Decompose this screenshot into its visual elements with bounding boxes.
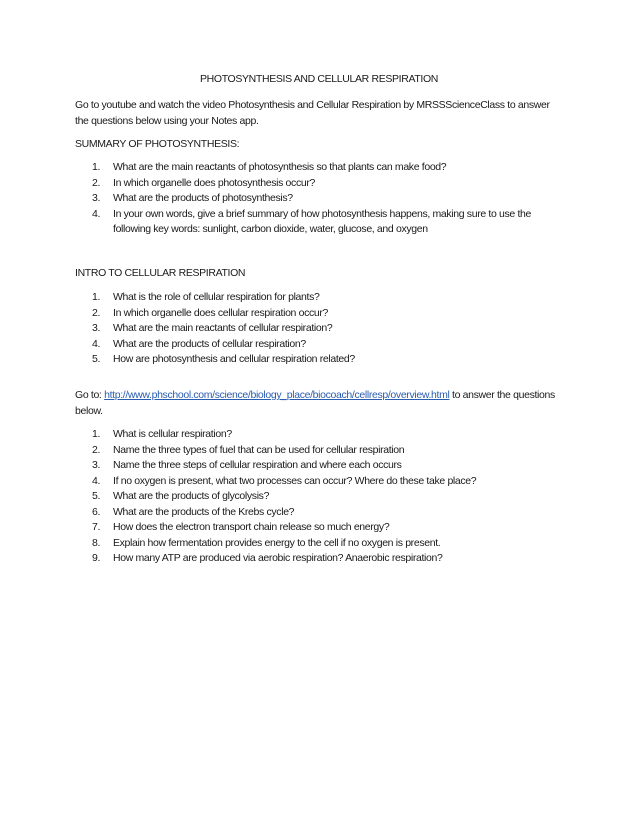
overview-link[interactable]: http://www.phschool.com/science/biology_place/biocoach/cellresp/overview.html [104,389,450,401]
list-item: 1. What are the main reactants of photosynthesis so that plants can make food? [92,161,447,173]
list-item: 3. Name the three steps of cellular respiration and where each occurs [92,459,402,471]
list-item: 8. Explain how fermentation provides energy to the cell if no oxygen is present. [92,536,441,549]
list-item: 2. Name the three types of fuel that can be used for cellular respiration [92,443,405,456]
section-heading-photosynthesis: SUMMARY OF PHOTOSYNTHESIS: [75,138,240,150]
intro-paragraph: Go to youtube and watch the video Photosynthesis and Cellular Respiration by MRSSScienceClass to answer the questions below using your Notes app. [75,99,550,127]
website-question-list [75,427,545,567]
list-item: 4. In your own words, give a brief summary of how photosynthesis happens, making sure to use the following key words: sunlight, carbon dioxide, water, glucose, and oxygen [92,207,532,235]
website-instructions: Go to: http://www.phschool.com/science/biology_place/biocoach/cellresp/overview.html to answer the questions below. [75,389,555,417]
list-item: 7. How does the electron transport chain release so much energy? [92,521,390,533]
list-item: 2. In which organelle does cellular respiration occur? [92,306,329,319]
list-item: 5. How are photosynthesis and cellular respiration related? [92,353,355,365]
list-item: 9. How many ATP are produced via aerobic respiration? Anaerobic respiration? [92,552,443,564]
list-item: 1. What is the role of cellular respiration for plants? [92,291,320,303]
list-item: 3. What are the products of photosynthesis? [92,192,293,204]
list-item: 5. What are the products of glycolysis? [92,490,270,502]
list-item: 6. What are the products of the Krebs cycle? [92,505,295,518]
list-item: 4. What are the products of cellular respiration? [92,337,306,350]
list-item: 3. What are the main reactants of cellular respiration? [92,322,333,334]
section-heading-cellular-respiration: INTRO TO CELLULAR RESPIRATION [75,267,246,279]
list-item: 1. What is cellular respiration? [92,428,232,440]
list-item: 2. In which organelle does photosynthesis occur? [92,176,315,189]
cellular-respiration-question-list [75,290,545,368]
page-title: PHOTOSYNTHESIS AND CELLULAR RESPIRATION [199,73,439,85]
list-item: 4. If no oxygen is present, what two processes can occur? Where do these take place? [92,474,477,487]
photosynthesis-question-list [75,160,545,238]
